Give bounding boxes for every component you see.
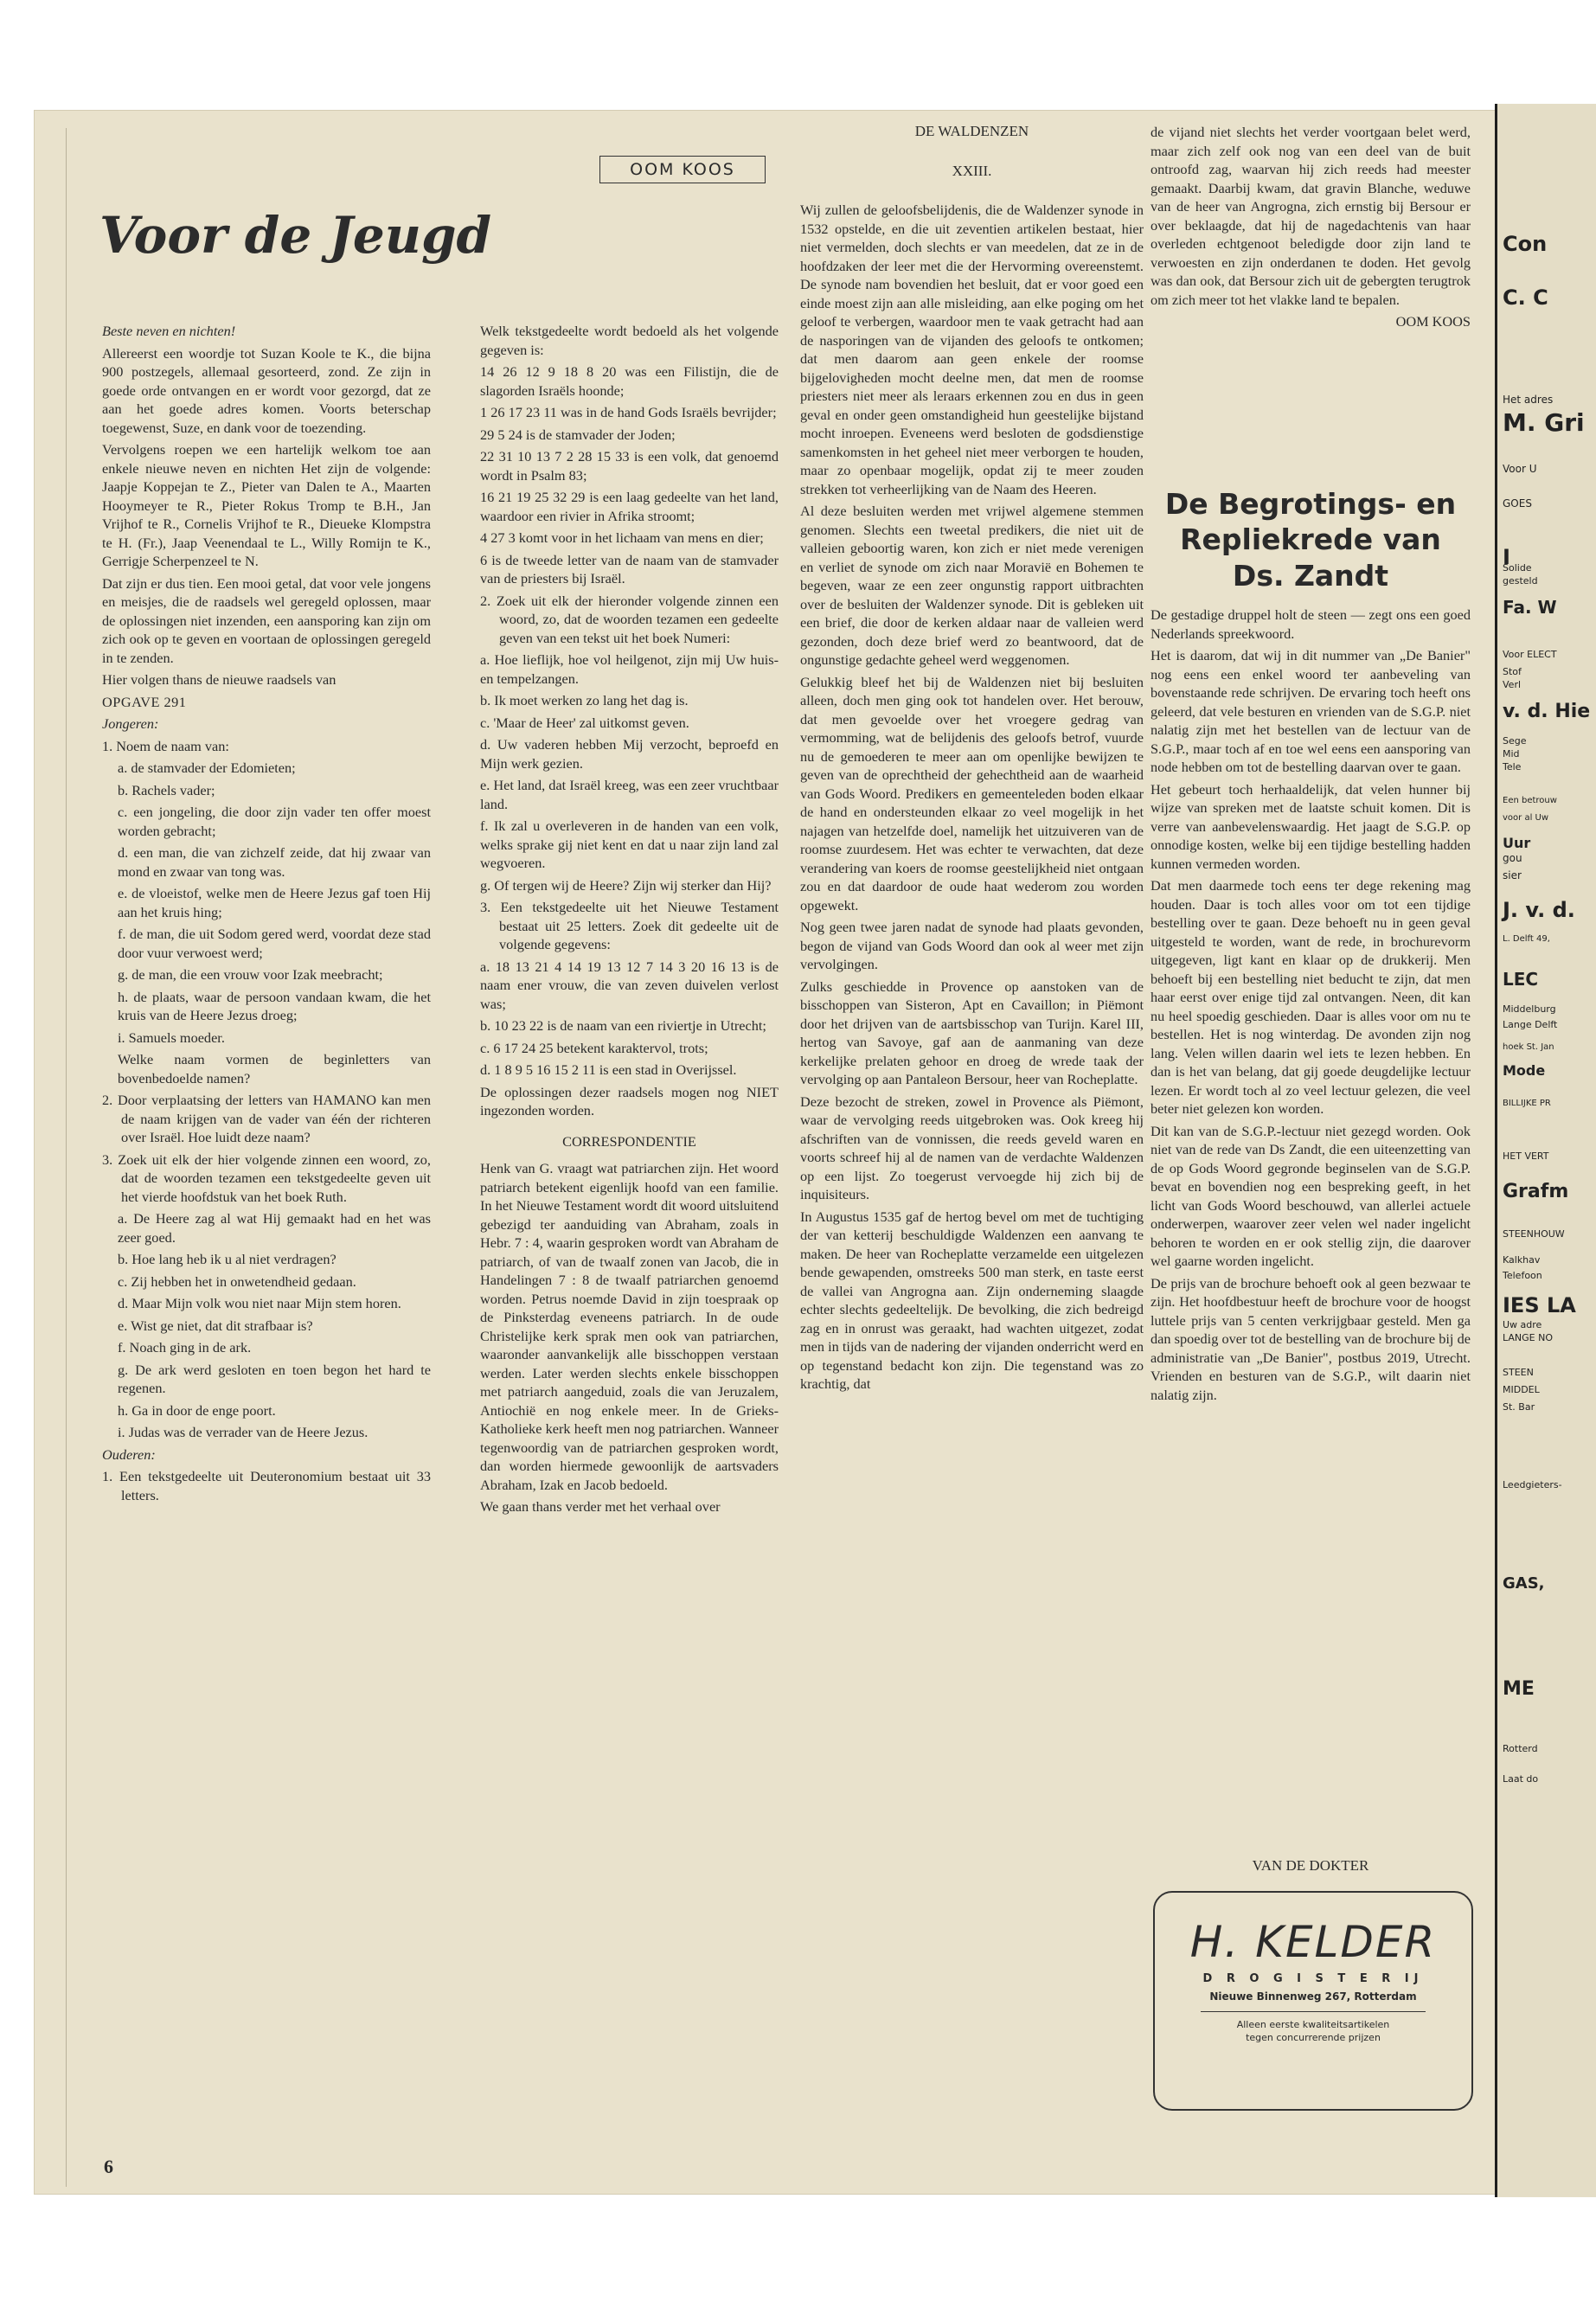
col3-paragraph: In Augustus 1535 gaf de hertog bevel om met de tuchtiging der van ketterij beschuldigde Waldenzen een aanvang te maken. De heer van Rocheplatte verzamelde een uitgelezen bende gewapenden, omstreeks 500 man sterk, en taste eerst de vallei van Angrogna aan. Zijn onderneming slaagde echter slechts gedeeltelijk. De bevolking, die zich bedreigd zag en in onrust was geraakt, had wachten uitgezet, zodat men in tijds van de nadering der vijanden onderricht werd en op tegenstand bedacht kon zijn. Die tegenstand was zo krachtig, dat [800, 1208, 1144, 1392]
article-paragraph: De prijs van de brochure behoeft ook al geen bezwaar te zijn. Het hoofdbestuur heeft de brochure voor de hoogst luttele prijs van 5 centen verkrijgbaar gesteld. Men ga dan spoedig over tot de bestelling van de brochure bij de administratie van „De Banier", postbus 2019, Utrecht. Vrienden en besturen van de S.G.P., wilt daarin niet nalatig zijn. [1151, 1274, 1471, 1403]
strip-fragment: Voor U [1503, 463, 1537, 475]
strip-fragment: Stof [1503, 666, 1522, 677]
col2-paragraph: g. Of tergen wij de Heere? Zijn wij sterker dan Hij? [480, 876, 772, 894]
col3-paragraph: Wij zullen de geloofsbelijdenis, die de Waldenzer synode in 1532 opstelde, en die uit zeventien artikelen bestaat, hier niet vermelden, doch slechts er van meedelen, dat ze in de hoofdzaken der leer met die der Hervorming overeenstemt. De synode nam bovendien het besluit, dat er voor goed een einde moest zijn aan alle misleiding, aan elke poging om het geloof te verbergen, waardoor men te vaak getracht had aan de nasporingen van de vijanden des geloofs te ontkomen; dat men daarom aan geen enkele der roomse bijgelovigheden mocht deelne men, dat men de roomse priesters niet meer als leraars erkennen zou en dus in geen geval en onder geen omstandigheid hun geestelijke bijstand mocht inroepen. Eveneens werd besloten de godsdienstige samenkomsten in het geheel niet meer verborgen te houden, maar zo openbaar mogelijk, opdat zij te meer zouden strekken tot verheerlijking van de Naam des Heeren. [800, 202, 1144, 497]
col1-paragraph: OPGAVE 291 [102, 693, 187, 710]
col2-paragraph: e. Het land, dat Israël kreeg, was een zeer vruchtbaar land. [480, 777, 779, 812]
ad-line-2: tegen concurrerende prijzen [1246, 2031, 1381, 2043]
strip-fragment: Telefoon [1503, 1270, 1542, 1281]
col2-paragraph: Henk van G. vraagt wat patriarchen zijn. Het woord patriarch betekent eigenlijk hoofd van een familie. In het Nieuwe Testament wordt dit woord uitsluitend gebezigd ter aanduiding van Abraham, zoals in Hebr. 7 : 4, waarin gesproken wordt van Abraham de patriarch, of van de twaalf zonen van Jacob, die in Handelingen 7 : 8 de twaalf patriarchen genoemd worden. Petrus noemde David in zijn toespraak op de Pinksterdag eveneens patriarch. In de oude Christelijke kerk sprak men ook van patriarchen, waaronder aanvankelijk alle bisschoppen verstaan werden. Later werden slechts enkele bisschoppen met patriarch aangeduid, zoals die van Jeruzalem, Antiochië en nog enkele meer. In de Grieks-Katholieke kerk heeft men nog patriarchen. Wanneer tegenwoordig van de patriarchen gesproken wordt, dan worden hiermede gewoonlijk de aartsvaders Abraham, Izak en Jacob bedoeld. [480, 1160, 779, 1493]
article-headline: De Begrotings- en Repliekrede van Ds. Zandt [1164, 487, 1457, 593]
col1-paragraph: c. een jongeling, die door zijn vader ten offer moest worden gebracht; [118, 804, 431, 839]
col2-paragraph: 3. Een tekstgedeelte uit het Nieuwe Testament bestaat uit 25 letters. Zoek dit gedeelte uit de volgende gegevens: [480, 899, 779, 952]
strip-fragment: Mode [1503, 1062, 1546, 1079]
strip-fragment: M. Gri [1503, 408, 1585, 437]
col1-paragraph: b. Rachels vader; [118, 781, 215, 798]
strip-fragment: gesteld [1503, 575, 1538, 586]
col2-paragraph: d. Uw vaderen hebben Mij verzocht, beproefd en Mijn werk gezien. [480, 736, 779, 772]
article-paragraph: Het is daarom, dat wij in dit nummer van „De Banier" nog eens een enkel woord ter aanbeveling van bovenstaande rede schrijven. De ervaring toch heeft ons geleerd, dat vele besturen en vrienden van de S.G.P. niet nalatig zijn met het bestellen van de lectuur van de S.G.P., maar toch af en toe wel eens een aansporing van node hebben om tot de bestelling daarvan over te gaan. [1151, 647, 1471, 775]
col2-paragraph: 6 is de tweede letter van de naam van de stamvader van de priesters bij Israël. [480, 551, 779, 586]
col1-paragraph: 1. Noem de naam van: [102, 737, 229, 754]
col1-paragraph: Jongeren: [102, 715, 159, 732]
strip-fragment: v. d. Hie [1503, 701, 1591, 722]
col1-paragraph: h. de plaats, waar de persoon vandaan kwam, die het kruis van de Heere Jezus droeg; [118, 988, 431, 1023]
col1-paragraph: i. Judas was de verrader van de Heere Jezus. [118, 1424, 369, 1440]
strip-fragment: LEC [1503, 969, 1539, 990]
col3-paragraph: Gelukkig bleef het bij de Waldenzen niet bij besluiten alleen, doch men ging ook tot handelen over. Het berouw, dat men gevoelde over het vroegere gedrag van vermomming, wat de belijdenis des geloofs betrof, vuurde nu de gemoederen te meer aan om openlijke bewijzen te geven van de oprechtheid der gehechtheid aan de waarheid van Gods Woord. Predikers en gemeenteleden boden elkaar de hand en ondersteunden elkaar zo veel mogelijk in het najagen van hetzelfde doel, namelijk het uitzuiveren van de roomse zuurdesem. Het was echter te verwachten, dat deze verandering van koers de roomse geestelijkheid niet ontgaan zou en dat daardoor de oude haat wederom zou worden opgewekt. [800, 673, 1144, 913]
strip-fragment: Uur [1503, 835, 1531, 851]
col3-paragraph: Al deze besluiten werden met vrijwel algemene stemmen genomen. Slechts een tweetal predikers, die niet uit de valleien geboortig waren, kon zich er niet mede verenigen en verliet de synode om zich naar Moravië en Bohemen te begeven, waar ze een zeer ongunstig rapport uitbrachten over de besluiten der Waldenzer synode. Dit is gebleken uit een brief, die door de kerken aldaar naar de valleien werd gezonden, doch deze brief werd zo beantwoord, dat de ongunstige gedachte geheel werd weggenomen. [800, 503, 1144, 668]
col1-paragraph: h. Ga in door de enge poort. [118, 1401, 276, 1419]
col2-paragraph: a. 18 13 21 4 14 19 13 12 7 14 3 20 16 13 is de naam ener vrouw, die van zeven duivelen verlost was; [480, 958, 779, 1012]
adjacent-page-strip [1495, 104, 1596, 2197]
col1-paragraph: b. Hoe lang heb ik u al niet verdragen? [118, 1251, 337, 1267]
strip-fragment: hoek St. Jan [1503, 1042, 1554, 1052]
article-body [1151, 606, 1471, 1407]
section-title: Voor de Jeugd [99, 206, 492, 265]
strip-fragment: STEEN [1503, 1367, 1534, 1378]
column-youth-puzzles [102, 322, 431, 1508]
col1-paragraph: f. Noach ging in de ark. [118, 1339, 252, 1356]
col1-paragraph: g. De ark werd gesloten en toen begon het hard te regenen. [118, 1361, 431, 1396]
col1-paragraph: d. een man, die van zichzelf zeide, dat hij zwaar van mond en zwaar van tong was. [118, 844, 431, 880]
waldenzen-title: DE WALDENZEN [914, 123, 1029, 139]
col2-paragraph: 16 21 19 25 32 29 is een laag gedeelte van het land, waardoor een rivier in Afrika stroomt; [480, 489, 779, 524]
strip-fragment: GOES [1503, 497, 1532, 510]
col1-paragraph: Welke naam vormen de beginletters van bovenbedoelde namen? [118, 1051, 431, 1086]
strip-fragment: St. Bar [1503, 1401, 1535, 1413]
strip-fragment: I [1503, 545, 1510, 569]
strip-fragment: Uw adre [1503, 1319, 1542, 1330]
strip-fragment: Solide [1503, 562, 1532, 574]
col2-paragraph: c. 'Maar de Heer' zal uitkomst geven. [480, 714, 689, 731]
col2-paragraph: 2. Zoek uit elk der hieronder volgende zinnen een woord, zo, dat de woorden tezamen een gedeelte geven van een tekst uit het boek Numeri: [480, 592, 779, 646]
col2-paragraph: 1 26 17 23 11 was in de hand Gods Israëls bevrijder; [480, 404, 777, 420]
col2-paragraph: CORRESPONDENTIE [562, 1132, 696, 1150]
col2-paragraph: 22 31 10 13 7 2 28 15 33 is een volk, dat genoemd wordt in Psalm 83; [480, 448, 779, 484]
col1-paragraph: g. de man, die een vrouw voor Izak meebracht; [118, 966, 383, 983]
col2-paragraph: d. 1 8 9 5 16 15 2 11 is een stad in Overijssel. [480, 1061, 737, 1078]
col1-paragraph: Dat zijn er dus tien. Een mooi getal, dat voor vele jongens en meisjes, die de raadsels wel geregeld oplossen, maar de oplossingen niet inzenden, een aansporing kan zijn om zich ook op te geven en voortaan de oplossingen geregeld in te zenden. [102, 574, 431, 666]
col2-paragraph: We gaan thans verder met het verhaal over [480, 1498, 721, 1515]
article-paragraph: Het gebeurt toch herhaaldelijk, dat velen hunner bij wijze van spreken met de laatste schuit komen. Dit is verre van aanbevelenswaardig. Het jaagt de S.G.P. op onnodige kosten, welke bij een tijdige bestelling hadden kunnen vermeden worden. [1151, 780, 1471, 872]
col1-paragraph: Allereerst een woordje tot Suzan Koole te K., die bijna 900 postzegels, allemaal gesorteerd, zond. Ze zijn in goede orde ontvangen en er wordt voor gezorgd, dat ze aan het goede adres komen. Voorts beterschap toegewenst, Suze, en dank voor de toezending. [102, 344, 431, 436]
strip-fragment: voor al Uw [1503, 813, 1549, 823]
strip-fragment: STEENHOUW [1503, 1228, 1565, 1240]
waldenzen-chapter-number: XXIII. [952, 163, 992, 179]
column-puzzles-correspondence [480, 322, 779, 1520]
strip-fragment: HET VERT [1503, 1150, 1549, 1162]
strip-fragment: Het adres [1503, 394, 1554, 406]
article-paragraph: Dat men daarmede toch eens ter dege rekening mag houden. Daar is toch alles voor om tot een tijdige bestelling over te gaan. Deze behoeft nu in geen geval uitgesteld te worden, want de rede, in brochurevorm uitgegeven, ligt kant en klaar op de drukkerij. Men behoeft bij een bestelling niet beducht te zijn, dat men haar eerst over enige tijd zal ontvangen. Neen, dit kan nu heel spoedig geschieden. Daar is alles voor om nu te bestellen. Het is nog winterdag. De avonden zijn nog lang. Velen willen daarin wel iets te lezen hebben. En dan is het van belang, dat gij goede deugdelijke lectuur lezen. Er wordt toch al zo veel lectuur gelezen, die veel beter niet gelezen kon worden. [1151, 877, 1471, 1117]
strip-fragment: J. v. d. [1503, 898, 1575, 922]
col2-paragraph: f. Ik zal u overleveren in de handen van een volk, welks sprake gij niet kent en dat u naar zijn land zal wegvoeren. [480, 817, 779, 871]
col2-paragraph: b. 10 23 22 is de naam van een riviertje in Utrecht; [480, 1017, 766, 1034]
strip-fragment: Fa. W [1503, 597, 1557, 618]
col1-paragraph: Hier volgen thans de nieuwe raadsels van [102, 671, 337, 688]
ad-subtitle: D R O G I S T E R IJ [1202, 1972, 1424, 1985]
col1-paragraph: a. De Heere zag al wat Hij gemaakt had en het was zeer goed. [118, 1210, 431, 1246]
col1-paragraph: f. de man, die uit Sodom gered werd, voordat deze stad door vuur verwoest werd; [118, 926, 431, 961]
page-number: 6 [104, 2156, 113, 2177]
col2-paragraph: 14 26 12 9 18 8 20 was een Filistijn, die de slagorden Israëls hoonde; [480, 363, 779, 399]
strip-fragment: Rotterd [1503, 1743, 1538, 1754]
strip-fragment: Leedgieters- [1503, 1479, 1562, 1490]
col2-paragraph: a. Hoe lieflijk, hoe vol heilgenot, zijn mij Uw huis- en tempelzangen. [480, 651, 779, 687]
col2-paragraph: 29 5 24 is de stamvader der Joden; [480, 426, 676, 443]
ad-kicker [1151, 1851, 1471, 1875]
strip-fragment: IES LA [1503, 1293, 1576, 1317]
strip-fragment: Voor ELECT [1503, 649, 1557, 660]
page-fold-line [66, 128, 67, 2187]
article-paragraph: Dit kan van de S.G.P.-lectuur niet gezegd worden. Ook niet van de rede van Ds Zandt, die een uiteenzetting van de op Gods Woord gegronde beginselen van de S.G.P. bevat en bovendien nog een bespreking geeft, in het licht van Gods Woord beschouwd, van allerlei actuele onderwerpen, waarover zeer velen wel nader ingelicht behoren te worden en er ook stellig zijn, die daarover wel gaarne worden ingelicht. [1151, 1122, 1471, 1269]
strip-fragment: Mid [1503, 748, 1520, 760]
col4-paragraph: de vijand niet slechts het verder voortgaan belet werd, maar zich zelf ook nog van een deel van de buit ontroofd zag, waarvan hij zich reeds had meester gemaakt. Daarbij kwam, dat gravin Blanche, weduwe van de heer van Angrogna, zich ernstig bij Bersour er over beklaagde, dat hij de nagedachtenis van haar overleden echtgenoot beledigde door zijn land te verwoesten en zijn onderdanen te doden. Het gevolg was dan ook, dat Bersour zich uit de gebergten terugtrok om zich meer tot het vlakke land te bepalen. [1151, 124, 1471, 308]
strip-fragment: MIDDEL [1503, 1384, 1540, 1395]
col4-paragraph: OOM KOOS [1395, 313, 1471, 330]
col1-paragraph: Vervolgens roepen we een hartelijk welkom toe aan enkele nieuwe neven en nichten Het zijn de volgende: Jaapje Koppejan te Z., Pieter van Dalen te A., Maarten Hooymeyer te R., Pieter Rokus Tromp te B.H., Jan Vrijhof te R., Cornelis Vrijhof te R., Dieueke Klompstra te H. (Fr.), Jaap Veenendaal te L., Willy Romijn te K., Gerrigje Scherpenzeel te N. [102, 441, 431, 569]
ad-line-1: Alleen eerste kwaliteitsartikelen [1236, 2019, 1390, 2030]
strip-fragment: Con [1503, 232, 1548, 256]
strip-fragment: ME [1503, 1678, 1535, 1700]
strip-fragment: LANGE NO [1503, 1332, 1553, 1343]
strip-fragment: Lange Delft [1503, 1019, 1558, 1030]
strip-fragment: BILLIJKE PR [1503, 1099, 1551, 1108]
strip-fragment: sier [1503, 869, 1522, 881]
col1-paragraph: d. Maar Mijn volk wou niet naar Mijn stem horen. [118, 1295, 401, 1311]
col1-paragraph: 3. Zoek uit elk der hier volgende zinnen een woord, zo, dat de woorden tezamen een tekstgedeelte geven uit het vierde hoofdstuk van het boek Ruth. [102, 1150, 431, 1205]
col3-paragraph: Deze bezocht de streken, zowel in Provence als Piëmont, waar de vervolging reeds uitgebroken was. Ook kreeg hij afschriften van de vonnissen, die reeds geveld waren en voorts schreef hij al de namen van de verdachte Waldenzen op een lijst. Zo toegerust vervoegde hij zich bij de inquisiteurs. [800, 1093, 1144, 1202]
col1-paragraph: 1. Een tekstgedeelte uit Deuteronomium bestaat uit 33 letters. [102, 1468, 431, 1503]
ad-kicker-text: VAN DE DOKTER [1252, 1857, 1369, 1874]
strip-fragment: Middelburg [1503, 1003, 1556, 1015]
col2-paragraph: De oplossingen dezer raadsels mogen nog NIET ingezonden worden. [480, 1083, 779, 1118]
col1-paragraph: e. de vloeistof, welke men de Heere Jezus gaf toen Hij aan het kruis hing; [118, 885, 431, 920]
strip-fragment: Sege [1503, 735, 1527, 747]
col3-paragraph: Zulks geschiedde in Provence op aanstoken van de bisschoppen van Sisteron, Apt en Cavaillon; in Piëmont door het drijven van de aartsbisschop van Turijn. Karel III, hertog van Savoye, gaf aan de aanmaning van deze kerkelijke prelaten gehoor en droeg de wrede taak der vervolging op aan Pantaleon Bersour, heer van Rocheplatte. [800, 977, 1144, 1087]
col2-paragraph: c. 6 17 24 25 betekent karaktervol, trots; [480, 1039, 708, 1056]
strip-fragment: Kalkhav [1503, 1254, 1541, 1266]
strip-fragment: C. C [1503, 285, 1548, 310]
col1-paragraph: 2. Door verplaatsing der letters van HAMANO kan men de naam krijgen van de vader van één der richteren over Israël. Hoe luidt deze naam? [102, 1092, 431, 1145]
col2-paragraph: b. Ik moet werken zo lang het dag is. [480, 692, 689, 708]
column-waldenzen-story [800, 201, 1144, 1397]
col3-paragraph: Nog geen twee jaren nadat de synode had plaats gevonden, begon de vijand van Gods Woord dan ook al weer met zijn vervolgingen. [800, 919, 1144, 972]
ad-divider [1201, 2011, 1426, 2012]
col2-paragraph: Welk tekstgedeelte wordt bedoeld als het volgende gegeven is: [480, 323, 779, 358]
ad-address: Nieuwe Binnenweg 267, Rotterdam [1209, 1990, 1417, 2003]
strip-fragment: Tele [1503, 761, 1522, 772]
advertisement-drogisterij [1153, 1891, 1473, 2111]
ad-name: H. KELDER [1189, 1917, 1437, 1967]
strip-fragment: Laat do [1503, 1773, 1539, 1785]
column-story-continued [1151, 123, 1471, 335]
strip-fragment: GAS, [1503, 1574, 1545, 1593]
article-paragraph: De gestadige druppel holt de steen — zegt ons een goed Nederlands spreekwoord. [1151, 606, 1471, 642]
strip-fragment: L. Delft 49, [1503, 934, 1550, 944]
col1-paragraph: e. Wist ge niet, dat dit strafbaar is? [118, 1317, 313, 1334]
strip-fragment: Verl [1503, 679, 1522, 690]
strip-fragment: Een betrouw [1503, 796, 1557, 805]
col1-paragraph: Beste neven en nichten! [102, 323, 236, 339]
strip-fragment: Grafm [1503, 1181, 1569, 1202]
col1-paragraph: i. Samuels moeder. [118, 1029, 225, 1046]
col1-paragraph: Ouderen: [102, 1445, 156, 1463]
col1-paragraph: a. de stamvader der Edomieten; [118, 760, 296, 776]
col1-paragraph: c. Zij hebben het in onwetendheid gedaan. [118, 1272, 356, 1290]
col2-paragraph: 4 27 3 komt voor in het lichaam van mens en dier; [480, 529, 764, 546]
strip-fragment: gou [1503, 852, 1522, 864]
section-box-oom-koos: OOM KOOS [599, 156, 766, 183]
